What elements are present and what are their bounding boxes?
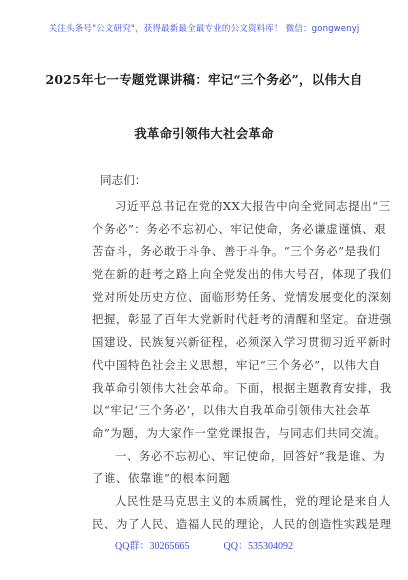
body-line: 党对所处历史方位、面临形势任务、党情发展变化的深刻 xyxy=(92,289,392,304)
header-notice: 关注头条号"公文研究"，获得最新最全最专业的公文资料库！ 微信：gongwenyj xyxy=(48,24,360,34)
body-line: 民、为了人民、造福人民的理论，人民的创造性实践是理 xyxy=(92,516,392,531)
section-heading-line: 了谁、依靠谁”的根本问题 xyxy=(92,471,231,486)
body-line: 命”为题，为大家作一堂党课报告，与同志们共同交流。 xyxy=(92,425,387,440)
body-line: 以“牢记‘三个务必’，以伟大自我革命引领伟大社会革 xyxy=(92,403,371,418)
document-title-line-1: 2025年七一专题党课讲稿：牢记“三个务必”，以伟大自 xyxy=(45,72,363,87)
body-line: 代中国特色社会主义思想，牢记“三个务必”，以伟大自 xyxy=(92,357,381,372)
document-title-line-2: 我革命引领伟大社会革命 xyxy=(134,126,274,141)
body-line: 苦奋斗，务必敢于斗争、善于斗争。“三个务必”是我们 xyxy=(92,244,381,259)
section-heading-line: 一、务必不忘初心、牢记使命，回答好“我是谁、为 xyxy=(115,448,386,463)
qq-number: QQ：535304092 xyxy=(223,541,293,552)
body-line: 人民性是马克思主义的本质属性，党的理论是来自人 xyxy=(115,493,391,508)
salutation: 同志们： xyxy=(100,173,147,187)
body-line: 我革命引领伟大社会革命。下面，根据主题教育安排，我 xyxy=(92,380,392,395)
qq-group-number: QQ群：30265665 xyxy=(115,541,190,552)
body-line: 习近平总书记在党的XX大报告中向全党同志提出“三 xyxy=(115,199,391,213)
body-line: 党在新的赶考之路上向全党发出的伟大号召，体现了我们 xyxy=(92,267,392,282)
body-line: 个务必”：务必不忘初心、牢记使命，务必谦虚谨慎、艰 xyxy=(92,221,387,236)
footer-contact xyxy=(0,537,408,552)
body-text xyxy=(92,195,392,535)
body-line: 国建设、民族复兴新征程，必须深入学习贯彻习近平新时 xyxy=(92,335,392,350)
body-line: 把握，彰显了百年大党新时代赶考的清醒和坚定。奋进强 xyxy=(92,312,392,327)
